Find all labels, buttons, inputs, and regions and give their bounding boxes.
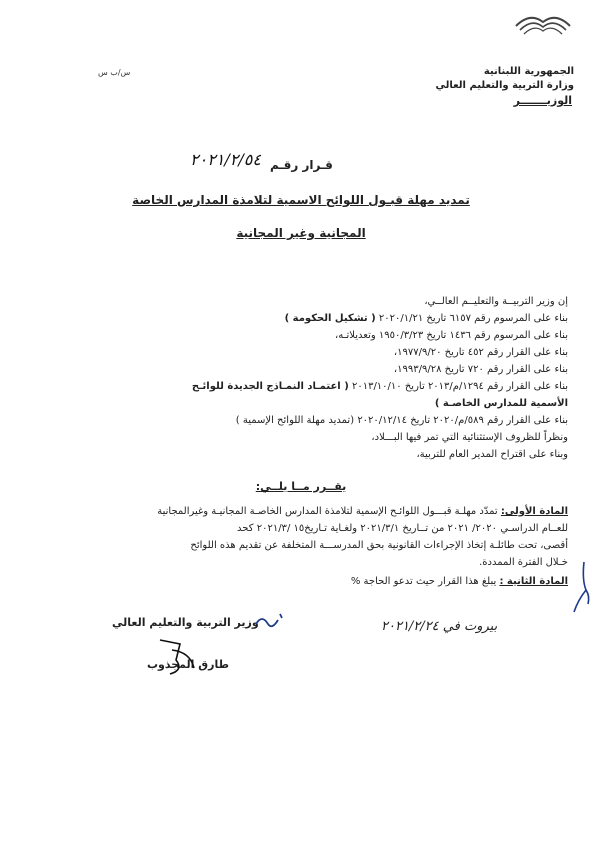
article-2-label: المادة الثانية : bbox=[499, 576, 568, 587]
body-line-7: ونظراً للظروف الإستثنائية التي تمر فيها البـــلاد، bbox=[371, 432, 568, 443]
handwritten-initial bbox=[252, 610, 286, 632]
header-minister: الوزيـــــــر bbox=[513, 94, 572, 107]
margin-mark bbox=[568, 560, 592, 614]
article-1-line-4: خـلال الفترة الممددة. bbox=[479, 557, 568, 568]
article-2-text: يبلغ هذا القرار حيث تدعو الحاجة % bbox=[350, 576, 497, 587]
handwritten-signature bbox=[150, 630, 210, 678]
article-1-label: المادة الأولى: bbox=[500, 506, 568, 517]
body-line-5 bbox=[48, 381, 568, 392]
body-line-1-subject: ( تشكيل الحكومة ) bbox=[284, 313, 376, 324]
body-line-2: بناء على المرسوم رقم ١٤٣٦ تاريخ ١٩٥٠/٣/٢٣ وتعديلاتـه، bbox=[334, 330, 568, 341]
article-1-line-2: للعــام الدراسـي ٢٠٢٠/ ٢٠٢١ من تــاريخ ٢٠٢١/٣/١ ولغـاية تـاريخ١٥ /٢٠٢١/٣ كحد bbox=[237, 523, 568, 534]
title-line-1: تمديد مهلة قبـول اللوائح الاسمية لتلامذة المدارس الخاصة bbox=[132, 193, 470, 207]
header-ministry: وزارة التربية والتعليم العالي bbox=[435, 80, 574, 91]
article-1-line-3: أقصى، تحت طائلـة إتخاذ الإجراءات القانونية بحق المدرســـة المتخلفة عن تقديم هذه اللوائح bbox=[190, 540, 568, 551]
article-1-line-1 bbox=[48, 506, 568, 517]
article-2-line bbox=[48, 576, 568, 587]
body-line-3: بناء على القرار رقم ٤٥٢ تاريخ ١٩٧٧/٩/٢٠، bbox=[393, 347, 568, 358]
signature-name: طارق المجذوب bbox=[147, 658, 229, 671]
resolution-heading: يقــرر مــا يلــي: bbox=[255, 480, 347, 493]
body-line-6: بناء على القرار رقم ٥٨٩/م/٢٠٢٠ تاريخ ٢٠٢٠/١٢/١٤ (تمديد مهلة اللوائح الإسمية ) bbox=[235, 415, 568, 426]
place-date: بيروت في ٢٠٢١/٢/٢٤ bbox=[381, 619, 498, 634]
body-line-5-subject: ( اعتمـاد النمـاذج الجديدة للوائـح bbox=[191, 381, 349, 392]
body-line-5-continued: الأسمية للمدارس الخاصـة ) bbox=[434, 398, 568, 409]
article-1-text-1: تمدّد مهلـة قبـــول اللوائـح الإسمية لتلامذة المدارس الخاصـة المجانيـة وغيرالمجانية bbox=[157, 506, 498, 517]
body-intro: إن وزير التربيــة والتعليــم العالــي، bbox=[424, 296, 568, 307]
header-republic: الجمهورية اللبنانية bbox=[483, 66, 574, 77]
reference-code: س/ب س bbox=[98, 68, 131, 77]
body-line-8: وبناء على اقتراح المدير العام للتربية، bbox=[416, 449, 568, 460]
body-line-4: بناء على القرار رقم ٧٢٠ تاريخ ١٩٩٣/٩/٢٨، bbox=[393, 364, 568, 375]
ministry-logo bbox=[510, 6, 576, 40]
body-line-1 bbox=[48, 313, 568, 324]
title-line-2: المجانية وغير المجانية bbox=[236, 226, 366, 240]
decree-label: قـرار رقـم bbox=[270, 158, 333, 172]
body-line-5-text: بناء على القرار رقم ١٢٩٤/م/٢٠١٣ تاريخ ٢٠١٣/١٠/١٠ bbox=[351, 381, 568, 392]
body-line-1-text: بناء على المرسوم رقم ٦١٥٧ تاريخ ٢٠٢٠/١/٢١ bbox=[378, 313, 568, 324]
decree-number: ٢٠٢١/٢/٥٤ bbox=[190, 150, 261, 169]
signature-title: وزير التربية والتعليم العالي bbox=[112, 616, 259, 629]
